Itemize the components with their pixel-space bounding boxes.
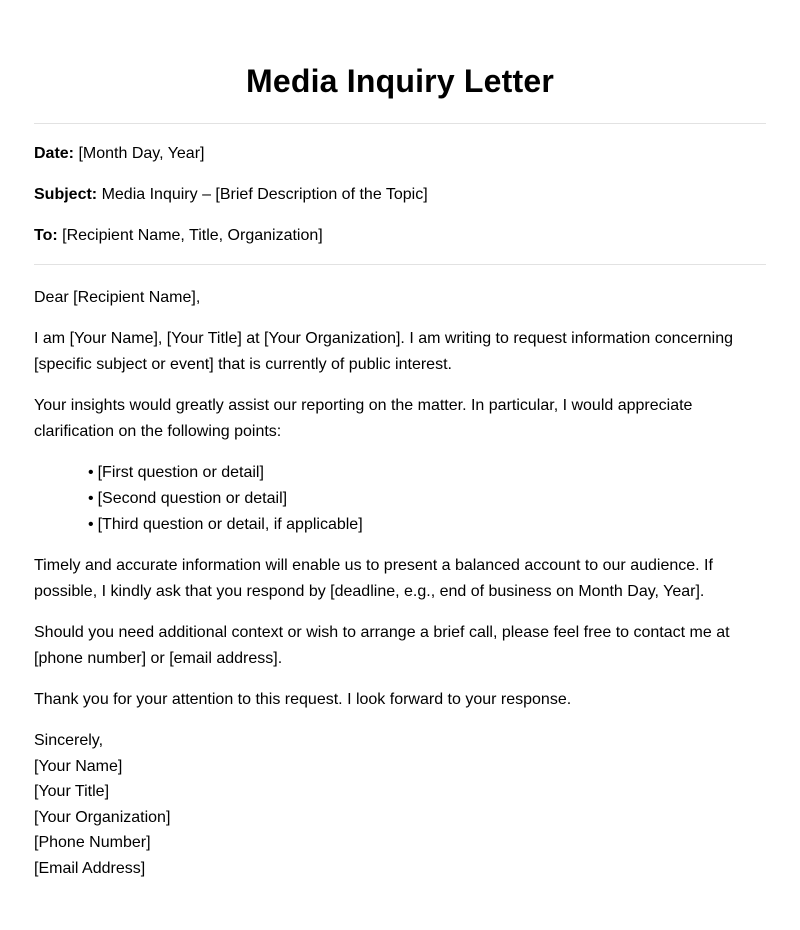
request-paragraph: Your insights would greatly assist our reporting on the matter. In particular, I would appreciate clarification on the following points:	[34, 397, 693, 440]
letter-body	[34, 285, 766, 881]
bullet-icon: •	[88, 490, 94, 507]
list-item-text: [Third question or detail, if applicable]	[97, 516, 363, 533]
subject-value: Media Inquiry – [Brief Description of the Topic]	[101, 186, 428, 203]
date-label: Date:	[34, 145, 75, 162]
question-list	[34, 460, 766, 538]
signature-name: [Your Name]	[34, 757, 123, 775]
signoff-block	[34, 728, 766, 881]
recipient-line	[34, 227, 766, 245]
meta-divider	[34, 264, 766, 265]
list-item	[88, 460, 766, 486]
deadline-paragraph: Timely and accurate information will enable us to present a balanced account to our audience. If possible, I kindly ask that you respond by [deadline, e.g., end of business on Month Day, Year].	[34, 557, 713, 600]
signature-email: [Email Address]	[34, 859, 146, 877]
to-label: To:	[34, 227, 58, 244]
date-line	[34, 145, 766, 163]
signature-title: [Your Title]	[34, 783, 110, 800]
bullet-icon: •	[88, 464, 94, 481]
header-divider	[34, 123, 766, 124]
signature-organization: [Your Organization]	[34, 808, 171, 826]
contact-paragraph: Should you need additional context or wish to arrange a brief call, please feel free to contact me at [phone number] or [email address].	[34, 624, 730, 667]
intro-paragraph: I am [Your Name], [Your Title] at [Your Organization]. I am writing to request information concerning [specific subject or event] that is currently of public interest.	[34, 330, 734, 373]
subject-line	[34, 186, 766, 204]
to-value: [Recipient Name, Title, Organization]	[62, 227, 323, 244]
thanks-paragraph: Thank you for your attention to this request. I look forward to your response.	[34, 691, 572, 708]
date-value: [Month Day, Year]	[78, 145, 205, 162]
list-item-text: [First question or detail]	[97, 464, 264, 481]
list-item-text: [Second question or detail]	[97, 490, 288, 507]
closing-line: Sincerely,	[34, 732, 104, 749]
list-item	[88, 486, 766, 512]
letter-meta	[34, 145, 766, 245]
page-title: Media Inquiry Letter	[245, 63, 555, 99]
signature-phone: [Phone Number]	[34, 834, 151, 851]
subject-label: Subject:	[34, 186, 98, 203]
list-item	[88, 512, 766, 538]
bullet-icon: •	[88, 516, 94, 533]
salutation: Dear [Recipient Name],	[34, 289, 201, 306]
